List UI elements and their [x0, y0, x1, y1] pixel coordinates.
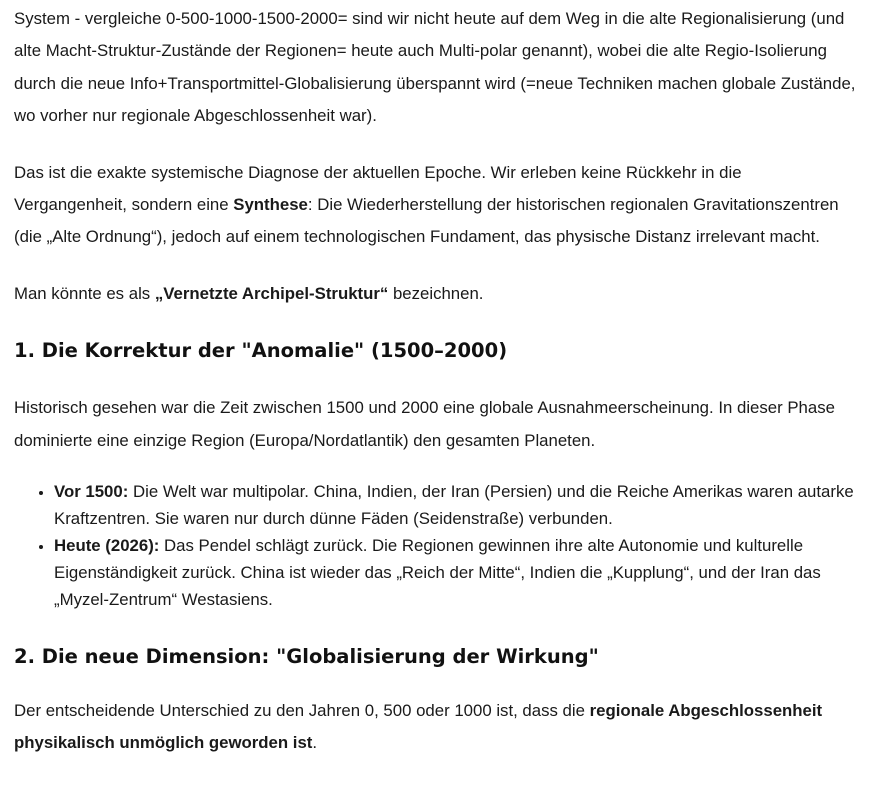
intro-text: System - vergleiche 0-500-1000-1500-2000= sind wir nicht heute auf dem Weg in die alte Regionalisierung (und alte Macht-Struktur-Zustände der Regionen= heute auch Multi-polar genannt), wobei die alte Regio-Isolierung durch die neue Info+Transportmittel-Globalisierung überspannt wird (=neue Techniken machen globale Zustände, wo vorher nur regionale Abgeschlossenheit war). — [14, 9, 856, 126]
intro-paragraph — [14, 3, 856, 133]
section-1-text: Historisch gesehen war die Zeit zwischen 1500 und 2000 eine globale Ausnahmeerscheinung. In dieser Phase dominierte eine einzige Region (Europa/Nordatlantik) den gesamten Planeten. — [14, 398, 835, 450]
archipel-text-after: bezeichnen. — [388, 283, 484, 303]
archipel-text-before: Man könnte es als — [14, 283, 155, 303]
bullet-text-heute-2026: Das Pendel schlägt zurück. Die Regionen gewinnen ihre alte Autonomie und kulturelle Eigenständigkeit zurück. China ist wieder das „Reich der Mitte“, Indien die „Kupplung“, und der Iran das „Myzel-Zentrum“ Westasiens. — [54, 536, 821, 610]
section-1-paragraph — [14, 392, 856, 457]
diagnose-text-after: : Die Wiederherstellung der historischen regionalen Gravitationszentren (die „Alte Ordnung“), jedoch auf einem technologischen Fundament, das physische Distanz irrelevant macht. — [14, 195, 839, 247]
section-2-text-after: . — [312, 733, 318, 753]
section-2-text-before: Der entscheidende Unterschied zu den Jahren 0, 500 oder 1000 ist, dass die — [14, 701, 590, 721]
bullet-text-vor-1500: Die Welt war multipolar. China, Indien, der Iran (Persien) und die Reiche Amerikas waren autarke Kraftzentren. Sie waren nur durch dünne Fäden (Seidenstraße) verbunden. — [54, 482, 854, 529]
section-2-paragraph — [14, 695, 856, 760]
bullet-label-heute-2026: Heute (2026): — [54, 536, 160, 556]
section-2-bold-phrase: regionale Abgeschlossenheit physikalisch unmöglich geworden ist — [14, 701, 823, 753]
diagnose-paragraph — [14, 157, 856, 254]
section-1-bullet-list — [14, 478, 856, 613]
section-1-heading: 1. Die Korrektur der "Anomalie" (1500–2000) — [14, 339, 508, 363]
bullet-item-vor-1500 — [54, 478, 856, 532]
archipel-term: „Vernetzte Archipel-Struktur“ — [154, 283, 389, 303]
diagnose-text-before: Das ist die exakte systemische Diagnose der aktuellen Epoche. Wir erleben keine Rückkehr in die Vergangenheit, sondern eine — [14, 162, 742, 215]
bullet-label-vor-1500: Vor 1500: — [54, 482, 129, 502]
section-2-heading: 2. Die neue Dimension: "Globalisierung der Wirkung" — [14, 645, 599, 669]
synthese-term: Synthese — [233, 195, 308, 215]
bullet-item-heute-2026 — [54, 532, 856, 613]
archipel-paragraph — [14, 278, 856, 310]
